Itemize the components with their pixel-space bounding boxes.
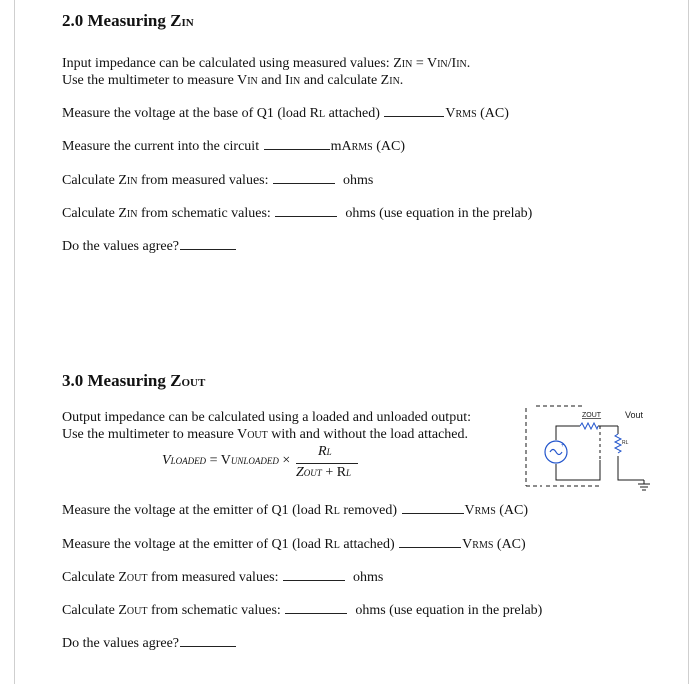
section-title-zout: 3.0 Measuring ZOUT: [62, 371, 206, 390]
answer-blank-zin-measured[interactable]: [273, 182, 335, 184]
output-impedance-schematic: [524, 400, 664, 492]
zout-label: ZOUT: [582, 412, 602, 419]
schematic-dashed-box: [526, 408, 542, 486]
answer-blank-emitter-unloaded[interactable]: [402, 512, 464, 514]
answer-blank-zout-schematic[interactable]: [285, 612, 347, 614]
answer-blank-zin-agree[interactable]: [180, 248, 236, 250]
load-resistor-icon: [615, 434, 621, 453]
answer-blank-current[interactable]: [264, 148, 330, 150]
answer-blank-zin-schematic[interactable]: [275, 215, 337, 217]
answer-blank-emitter-loaded[interactable]: [399, 546, 461, 548]
answer-blank-base-voltage[interactable]: [384, 115, 444, 117]
voltage-divider-formula-lhs: VLOADED = VUNLOADED ×: [162, 453, 291, 468]
formula-numerator: RL: [318, 444, 332, 459]
zin-intro-line-1: Input impedance can be calculated using measured values: ZIN = VIN/IIN.: [62, 56, 471, 71]
zout-intro-line-1: Output impedance can be calculated using a loaded and unloaded output:: [62, 410, 471, 425]
formula-denominator: ZOUT + RL: [296, 465, 352, 480]
zin-question-calc-measured: Calculate ZIN from measured values: ohms: [62, 173, 374, 188]
zout-question-emitter-unloaded: Measure the voltage at the emitter of Q1 (load RL removed) VRMS (AC): [62, 503, 529, 518]
zin-question-calc-schematic: Calculate ZIN from schematic values: ohms (use equation in the prelab): [62, 206, 533, 221]
zout-question-calc-schematic: Calculate ZOUT from schematic values: ohms (use equation in the prelab): [62, 603, 543, 618]
section-title-zin: 2.0 Measuring ZIN: [62, 11, 194, 30]
formula-fraction-bar: [296, 463, 358, 464]
zin-question-current: Measure the current into the circuit mARMS (AC): [62, 139, 405, 154]
zout-question-calc-measured: Calculate ZOUT from measured values: ohms: [62, 570, 384, 585]
zout-intro-line-2: Use the multimeter to measure VOUT with and without the load attached.: [62, 427, 468, 442]
ground-icon: [638, 484, 650, 490]
zout-resistor-icon: [580, 423, 598, 429]
answer-blank-zout-agree[interactable]: [180, 645, 236, 647]
zout-question-agree: Do the values agree?: [62, 636, 237, 652]
rl-label: RL: [622, 440, 629, 446]
vout-label: Vout: [625, 410, 644, 420]
zin-intro-line-2: Use the multimeter to measure VIN and IIN and calculate ZIN.: [62, 73, 404, 88]
svg-text:+: +: [561, 443, 565, 449]
zin-question-base-voltage: Measure the voltage at the base of Q1 (load RL attached) VRMS (AC): [62, 106, 509, 121]
answer-blank-zout-measured[interactable]: [283, 579, 345, 581]
zin-question-agree: Do the values agree?: [62, 239, 237, 255]
zout-question-emitter-loaded: Measure the voltage at the emitter of Q1 (load RL attached) VRMS (AC): [62, 537, 526, 552]
